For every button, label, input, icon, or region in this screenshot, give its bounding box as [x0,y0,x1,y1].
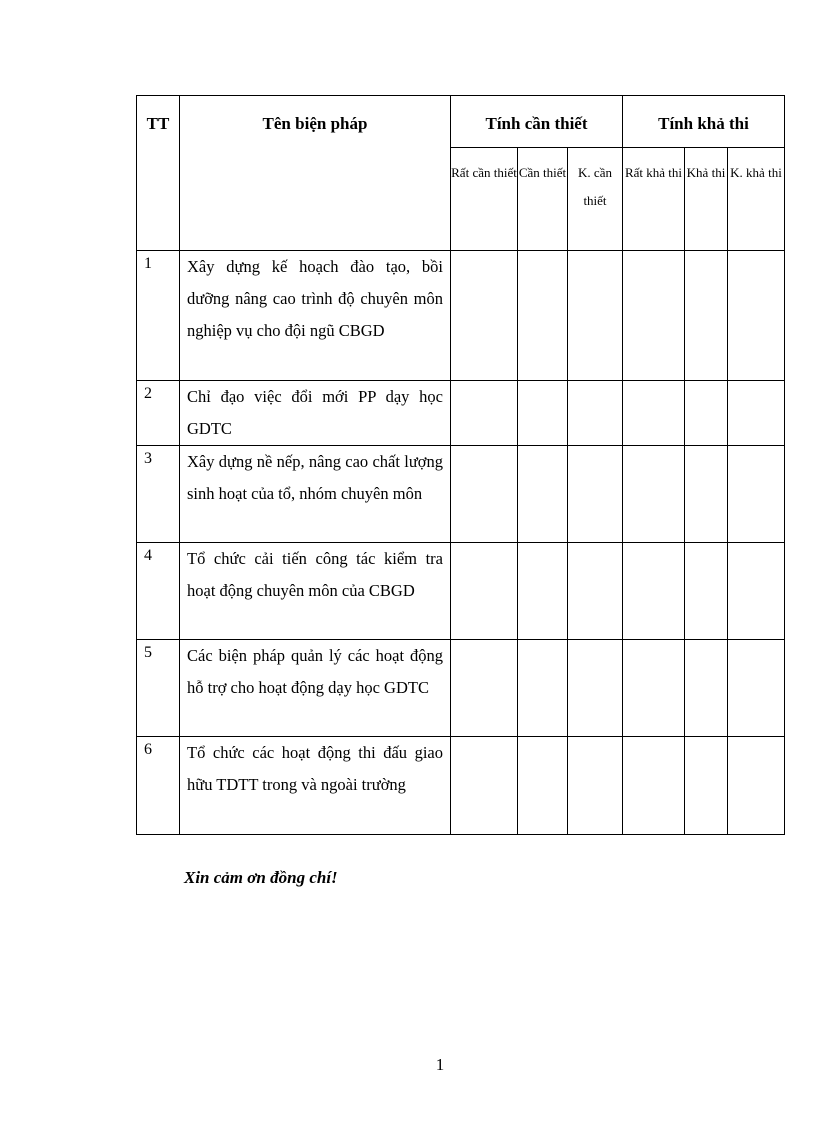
check-cell[interactable] [451,251,518,381]
check-cell[interactable] [451,446,518,543]
row-number: 3 [137,446,180,543]
check-cell[interactable] [518,381,568,446]
check-cell[interactable] [728,381,785,446]
check-cell[interactable] [623,381,685,446]
header-necessity: Tính cần thiết [451,96,623,148]
check-cell[interactable] [728,251,785,381]
measure-name: Tổ chức cải tiến công tác kiểm tra hoạt động chuyên môn của CBGD [180,543,451,640]
check-cell[interactable] [728,543,785,640]
check-cell[interactable] [623,251,685,381]
check-cell[interactable] [623,737,685,835]
check-cell[interactable] [518,446,568,543]
subheader-necessary: Cần thiết [518,148,568,251]
subheader-very-necessary: Rất cần thiết [451,148,518,251]
check-cell[interactable] [685,543,728,640]
measure-name: Xây dựng kế hoạch đào tạo, bồi dưỡng nâng cao trình độ chuyên môn nghiệp vụ cho đội ngũ CBGD [180,251,451,381]
header-feasibility: Tính khả thi [623,96,785,148]
check-cell[interactable] [451,737,518,835]
row-number: 5 [137,640,180,737]
check-cell[interactable] [568,381,623,446]
check-cell[interactable] [728,446,785,543]
check-cell[interactable] [623,446,685,543]
row-number: 4 [137,543,180,640]
table-row [137,640,785,737]
survey-table [136,95,785,835]
table-row [137,446,785,543]
check-cell[interactable] [728,737,785,835]
check-cell[interactable] [685,381,728,446]
measure-name: Chỉ đạo việc đổi mới PP dạy học GDTC [180,381,451,446]
check-cell[interactable] [685,640,728,737]
check-cell[interactable] [451,640,518,737]
measure-name: Xây dựng nề nếp, nâng cao chất lượng sinh hoạt của tổ, nhóm chuyên môn [180,446,451,543]
check-cell[interactable] [451,543,518,640]
check-cell[interactable] [623,543,685,640]
page-number: 1 [435,1055,445,1074]
closing-thanks: Xin cảm ơn đồng chí! [184,868,338,887]
row-number: 2 [137,381,180,446]
measure-name: Tổ chức các hoạt động thi đấu giao hữu TDTT trong và ngoài trường [180,737,451,835]
check-cell[interactable] [568,737,623,835]
header-tt: TT [137,96,180,251]
check-cell[interactable] [518,640,568,737]
measure-name: Các biện pháp quản lý các hoạt động hỗ trợ cho hoạt động dạy học GDTC [180,640,451,737]
check-cell[interactable] [518,737,568,835]
check-cell[interactable] [568,543,623,640]
table-row [137,543,785,640]
header-row [137,96,785,148]
subheader-very-feasible: Rất khả thi [623,148,685,251]
check-cell[interactable] [518,543,568,640]
header-name: Tên biện pháp [180,96,451,251]
check-cell[interactable] [568,446,623,543]
check-cell[interactable] [685,251,728,381]
row-number: 1 [137,251,180,381]
table-row [137,737,785,835]
check-cell[interactable] [568,640,623,737]
subheader-not-feasible: K. khả thi [728,148,785,251]
row-number: 6 [137,737,180,835]
check-cell[interactable] [685,737,728,835]
check-cell[interactable] [623,640,685,737]
check-cell[interactable] [451,381,518,446]
subheader-feasible: Khả thi [685,148,728,251]
check-cell[interactable] [518,251,568,381]
check-cell[interactable] [685,446,728,543]
table-row [137,251,785,381]
check-cell[interactable] [728,640,785,737]
check-cell[interactable] [568,251,623,381]
table-row [137,381,785,446]
subheader-not-necessary: K. cần thiết [568,148,623,251]
